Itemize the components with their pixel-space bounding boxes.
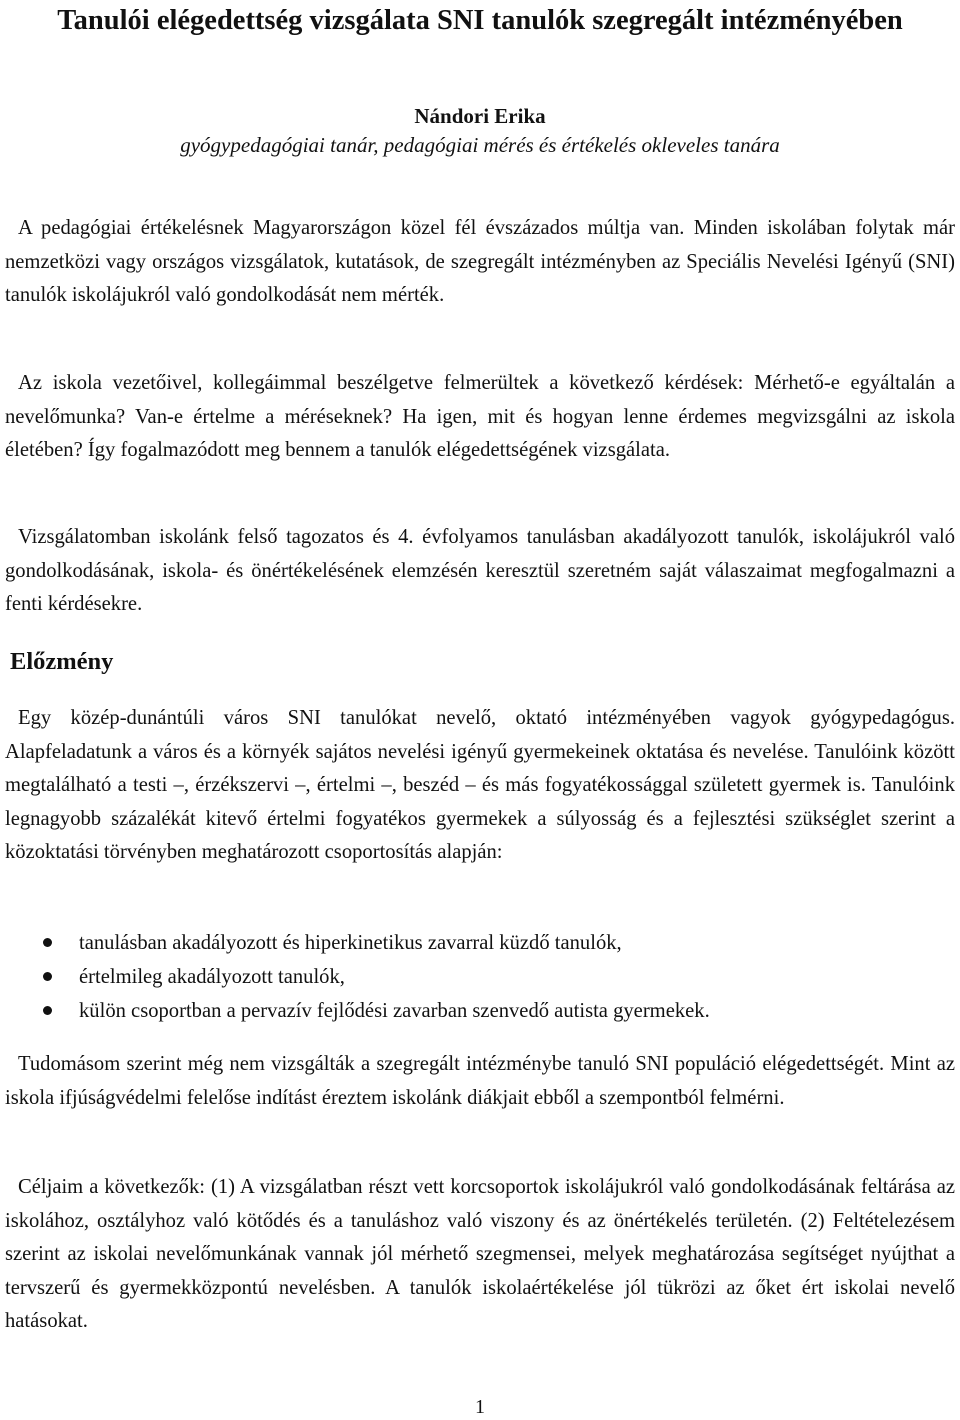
list-item: tanulásban akadályozott és hiperkinetikus zavarral küzdő tanulók, (0, 926, 960, 960)
after-paragraph-1: Tudomásom szerint még nem vizsgálták a szegregált intézménybe tanuló SNI populáció elégedettségét. Mint az iskola ifjúságvédelmi felelőse indítást éreztem iskolánk diákjait ebből a szempontból felmérni. (5, 1053, 955, 1109)
section-heading: Előzmény (10, 648, 114, 675)
author-affiliation: gyógypedagógiai tanár, pedagógiai mérés és értékelés okleveles tanára (180, 133, 780, 157)
list-item: értelmileg akadályozott tanulók, (0, 960, 960, 994)
page-number: 1 (475, 1396, 485, 1418)
bullet-icon (43, 938, 52, 947)
bullet-icon (43, 972, 52, 981)
section-paragraph: Egy közép-dunántúli város SNI tanulókat nevelő, oktató intézményében vagyok gyógypedagógus. Alapfeladatunk a város és a környék sajátos nevelési igényű gyermekeinek oktatása és nevelése. Tanulóink között megtalálható a testi –, érzékszervi –, értelmi –, beszéd – és más fogyatékossággal született gyermek is. Tanulóink legnagyobb százalékát kitevő értelmi fogyatékos gyermekek a súlyosság és a fejlesztési szükséglet szerint a közoktatási törvényben meghatározott csoportosítás alapján: (5, 707, 955, 863)
intro-paragraph-1: A pedagógiai értékelésnek Magyarországon közel fél évszázados múltja van. Minden iskolában folytak már nemzetközi vagy országos vizsgálatok, kutatások, de szegregált intézményben az Speciális Nevelési Igényű (SNI) tanulók iskolájukról való gondolkodását nem mérték. (5, 217, 955, 306)
bullet-icon (43, 1006, 52, 1015)
bullet-list (0, 926, 960, 1028)
author-name: Nándori Erika (414, 104, 546, 128)
intro-paragraph-2: Az iskola vezetőivel, kollegáimmal beszélgetve felmerültek a következő kérdések: Mérhető-e egyáltalán a nevelőmunka? Van-e értelme a méréseknek? Ha igen, mit és hogyan lenne érdemes megvizsgálni az iskola életében? Így fogalmazódott meg bennem a tanulók elégedettségének vizsgálata. (5, 372, 955, 461)
document-title: Tanulói elégedettség vizsgálata SNI tanulók szegregált intézményében (57, 5, 903, 36)
after-paragraph-2: Céljaim a következők: (1) A vizsgálatban részt vett korcsoportok iskolájukról való gondolkodásának feltárása az iskolához, osztályhoz való kötődés és a tanuláshoz való viszony és az önértékelés területén. (2) Feltételezésem szerint az iskolai nevelőmunkának vannak jól mérhető szegmensei, melyek meghatározása segítséget nyújthat a tervszerű és gyermekközpontú nevelésben. A tanulók iskolaértékelése jól tükrözi az őket ért iskolai nevelő hatásokat. (5, 1176, 955, 1332)
intro-paragraph-3: Vizsgálatomban iskolánk felső tagozatos és 4. évfolyamos tanulásban akadályozott tanulók, iskolájukról való gondolkodásának, iskola- és önértékelésének elemzésén keresztül szeretném saját válaszaimat megfogalmazni a fenti kérdésekre. (5, 526, 955, 615)
list-item: külön csoportban a pervazív fejlődési zavarban szenvedő autista gyermekek. (0, 994, 960, 1028)
